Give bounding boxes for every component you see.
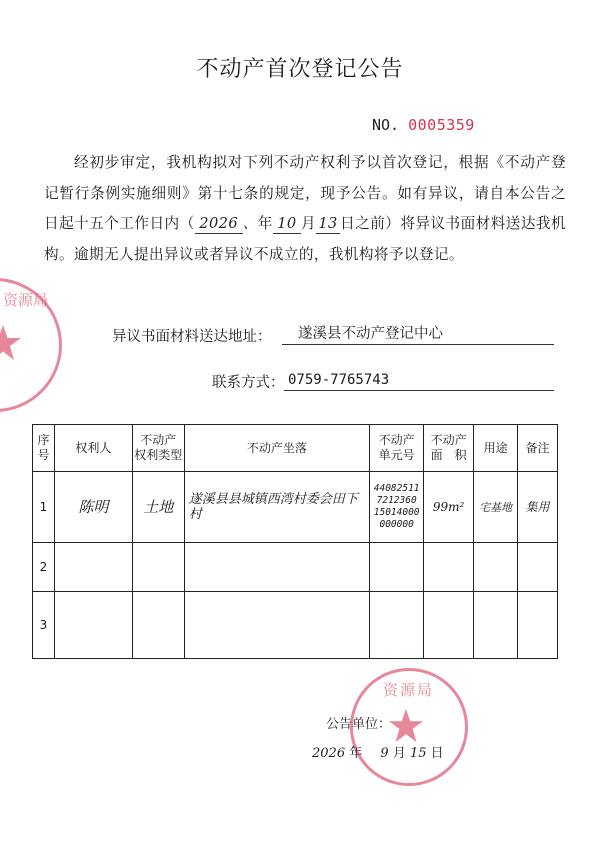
row-seq: 1 bbox=[33, 472, 55, 543]
address-value: 遂溪县不动产登记中心 bbox=[282, 324, 554, 345]
issue-month-char: 月 bbox=[392, 746, 406, 761]
unit-no-line: 000000 bbox=[379, 519, 414, 530]
deadline-year: 2026 bbox=[195, 215, 243, 234]
row-use: 宅基地 bbox=[474, 472, 518, 543]
row-area: 99m² bbox=[424, 472, 474, 543]
unit-no-line: 15014000 bbox=[373, 507, 420, 518]
deadline-day: 13 bbox=[316, 215, 340, 234]
seal-star-icon bbox=[387, 707, 425, 745]
issue-day: 15 bbox=[409, 746, 427, 761]
unit-no-line: 44082511 bbox=[373, 483, 420, 494]
issue-year-char: 年 bbox=[349, 746, 363, 761]
serial-value: 0005359 bbox=[408, 116, 475, 134]
row-owner: 陈明 bbox=[54, 472, 132, 543]
header-unit-no: 不动产 单元号 bbox=[370, 425, 424, 472]
phone-value: 0759-7765743 bbox=[284, 370, 554, 391]
issue-day-char: 日 bbox=[430, 746, 444, 761]
seal-star-icon bbox=[0, 323, 23, 363]
row-right-type: 土地 bbox=[132, 472, 184, 543]
notice-title: 不动产首次登记公告 bbox=[196, 57, 404, 82]
address-label: 异议书面材料送达地址： bbox=[112, 329, 272, 345]
phone-label: 联系方式： bbox=[212, 375, 285, 391]
issue-month: 9 bbox=[380, 746, 389, 761]
row-unit-no bbox=[370, 472, 424, 543]
official-seal-left bbox=[0, 278, 62, 412]
issuer-label: 公告单位： bbox=[326, 717, 392, 732]
property-table bbox=[32, 424, 558, 659]
table-header-row bbox=[33, 425, 558, 472]
row-seq: 2 bbox=[33, 543, 55, 592]
issue-date bbox=[312, 742, 444, 761]
notice-body bbox=[44, 148, 566, 270]
header-right-type: 不动产 权利类型 bbox=[132, 425, 184, 472]
table-row bbox=[33, 543, 558, 592]
table-row bbox=[33, 472, 558, 543]
body-text-1: 经初步审定，我机构拟对下列不动产权利予以首次登记，根据《不动产登记暂行条例实施细则》第十七条的规定，现予公告。如有异议，请自本公告之日起十五个工作日内（ bbox=[44, 154, 566, 232]
row-note: 集用 bbox=[518, 472, 558, 543]
row-seq: 3 bbox=[33, 592, 55, 659]
unit-no-line: 7212360 bbox=[376, 495, 417, 506]
serial-label: NO. bbox=[372, 116, 400, 134]
month-char: 月 bbox=[300, 215, 317, 232]
year-char: 年 bbox=[257, 215, 273, 232]
deadline-month: 10 bbox=[273, 215, 301, 234]
header-use: 用途 bbox=[474, 425, 518, 472]
seal-text-right: 资源局 bbox=[383, 681, 435, 699]
serial-number bbox=[372, 116, 475, 134]
header-owner: 权利人 bbox=[54, 425, 132, 472]
separator: 、 bbox=[242, 215, 258, 232]
seal-text-left: 资源局 bbox=[3, 291, 49, 309]
header-note: 备注 bbox=[518, 425, 558, 472]
header-area: 不动产 面 积 bbox=[424, 425, 474, 472]
issue-year: 2026 bbox=[312, 746, 346, 761]
header-seq: 序号 bbox=[33, 425, 55, 472]
table-row bbox=[33, 592, 558, 659]
body-text-2: 日之前）将异议书面材料送达我机构。逾期无人提出异议或者异议不成立的，我机构将予以登记。 bbox=[44, 215, 566, 263]
header-location: 不动产坐落 bbox=[184, 425, 369, 472]
row-location: 遂溪县县城镇西湾村委会田下村 bbox=[184, 472, 369, 543]
